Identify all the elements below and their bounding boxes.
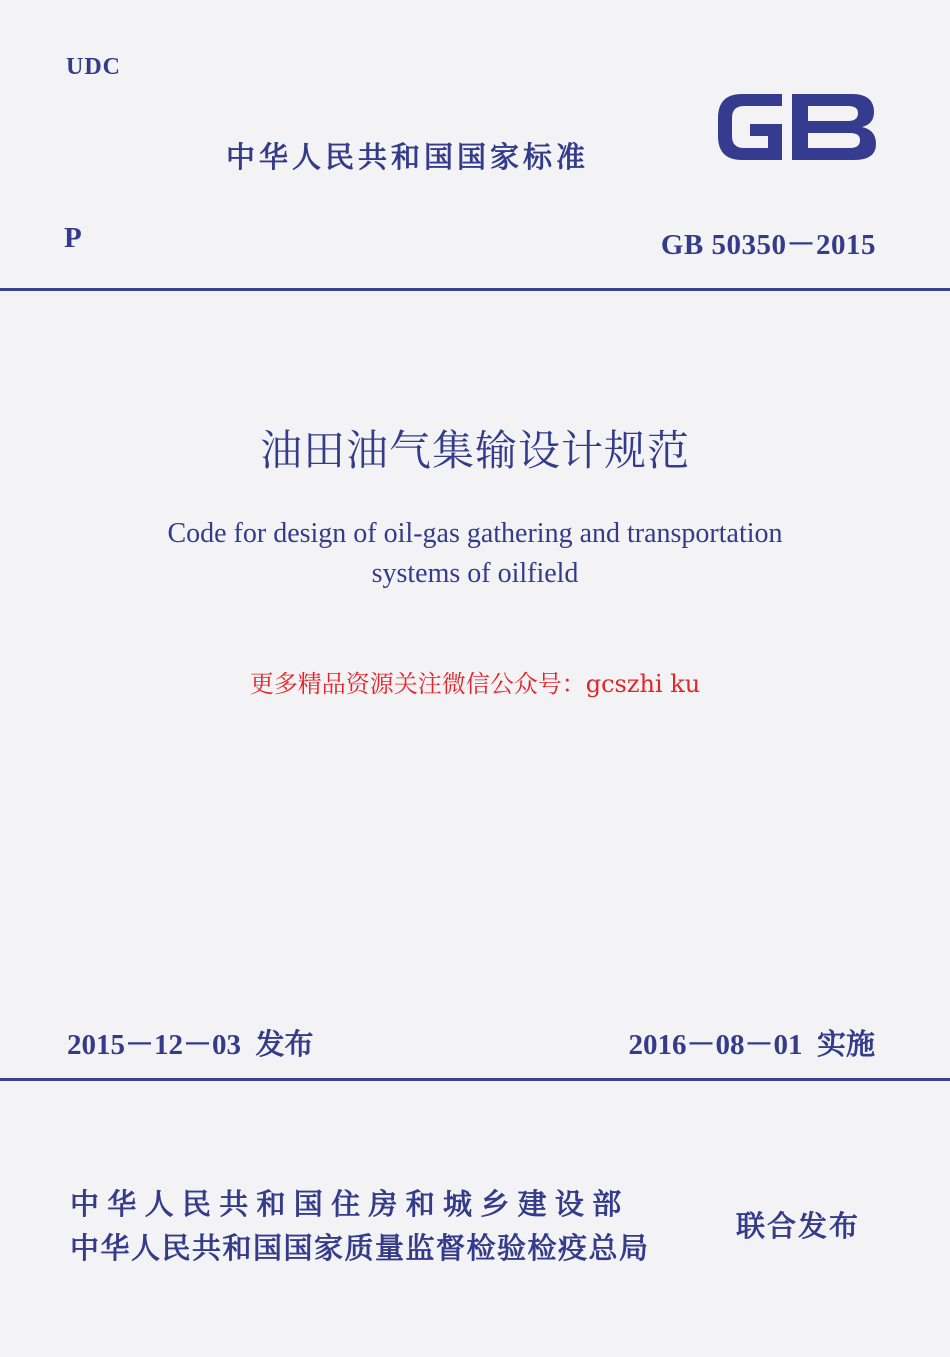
watermark-notice: 更多精品资源关注微信公众号：gcszhi ku [249,670,701,698]
standard-type: 中华人民共和国国家标准 [226,140,590,174]
title-english-line2: systems of oilfield [371,558,579,589]
joint-release: 联合发布 [736,1209,861,1243]
classification-code: P [64,222,82,254]
issuer-aqsiq: 中华人民共和国国家质量监督检验检疫总局 [70,1231,650,1265]
issuer-ministry: 中华人民共和国住房和城乡建设部 [70,1187,630,1221]
udc-label: UDC [66,54,121,80]
bottom-divider [0,1078,950,1081]
gb-logo [712,84,882,170]
title-english [60,514,890,594]
standard-number: GB 50350－2015 [660,229,876,261]
title-chinese: 油田油气集输设计规范 [259,426,690,475]
title-english-line1: Code for design of oil-gas gathering and transportation [167,518,783,549]
top-divider [0,288,950,291]
issue-date: 2015－12－03 发布 [67,1029,314,1061]
implementation-date: 2016－08－01 实施 [628,1029,875,1061]
